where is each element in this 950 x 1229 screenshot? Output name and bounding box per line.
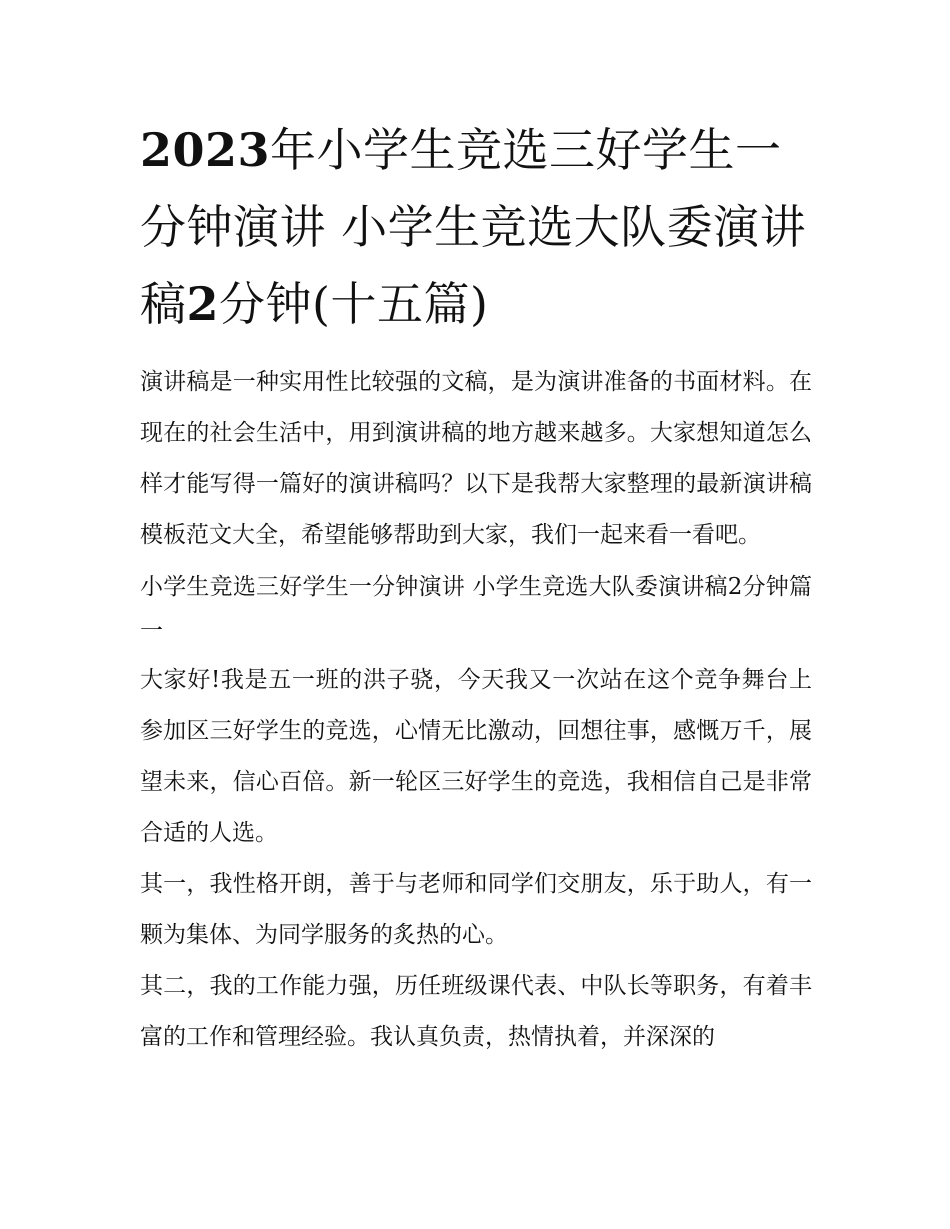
- speech-paragraph: 其二，我的工作能力强，历任班级课代表、中队长等职务，有着丰富的工作和管理经验。我认真负责，热情执着，并深深的: [140, 973, 812, 1050]
- document-page: [140, 112, 812, 1063]
- intro-paragraph: 演讲稿是一种实用性比较强的文稿，是为演讲准备的书面材料。在现在的社会生活中，用到演讲稿的地方越来越多。大家想知道怎么样才能写得一篇好的演讲稿吗？以下是我帮大家整理的最新演讲稿模板范文大全，希望能够帮助到大家，我们一起来看一看吧。: [140, 369, 812, 548]
- speech-paragraph: 大家好!我是五一班的洪子骁，今天我又一次站在这个竞争舞台上参加区三好学生的竞选，心情无比激动，回想往事，感慨万千，展望未来，信心百倍。新一轮区三好学生的竞选，我相信自己是非常合适的人选。: [140, 667, 812, 846]
- document-title: 2023年小学生竞选三好学生一分钟演讲 小学生竞选大队委演讲稿2分钟(十五篇): [140, 123, 807, 331]
- section-heading: 小学生竞选三好学生一分钟演讲 小学生竞选大队委演讲稿2分钟篇一: [140, 574, 812, 644]
- speech-paragraph: 其一，我性格开朗，善于与老师和同学们交朋友，乐于助人，有一颗为集体、为同学服务的炙热的心。: [140, 871, 812, 948]
- document-body: [140, 357, 812, 1063]
